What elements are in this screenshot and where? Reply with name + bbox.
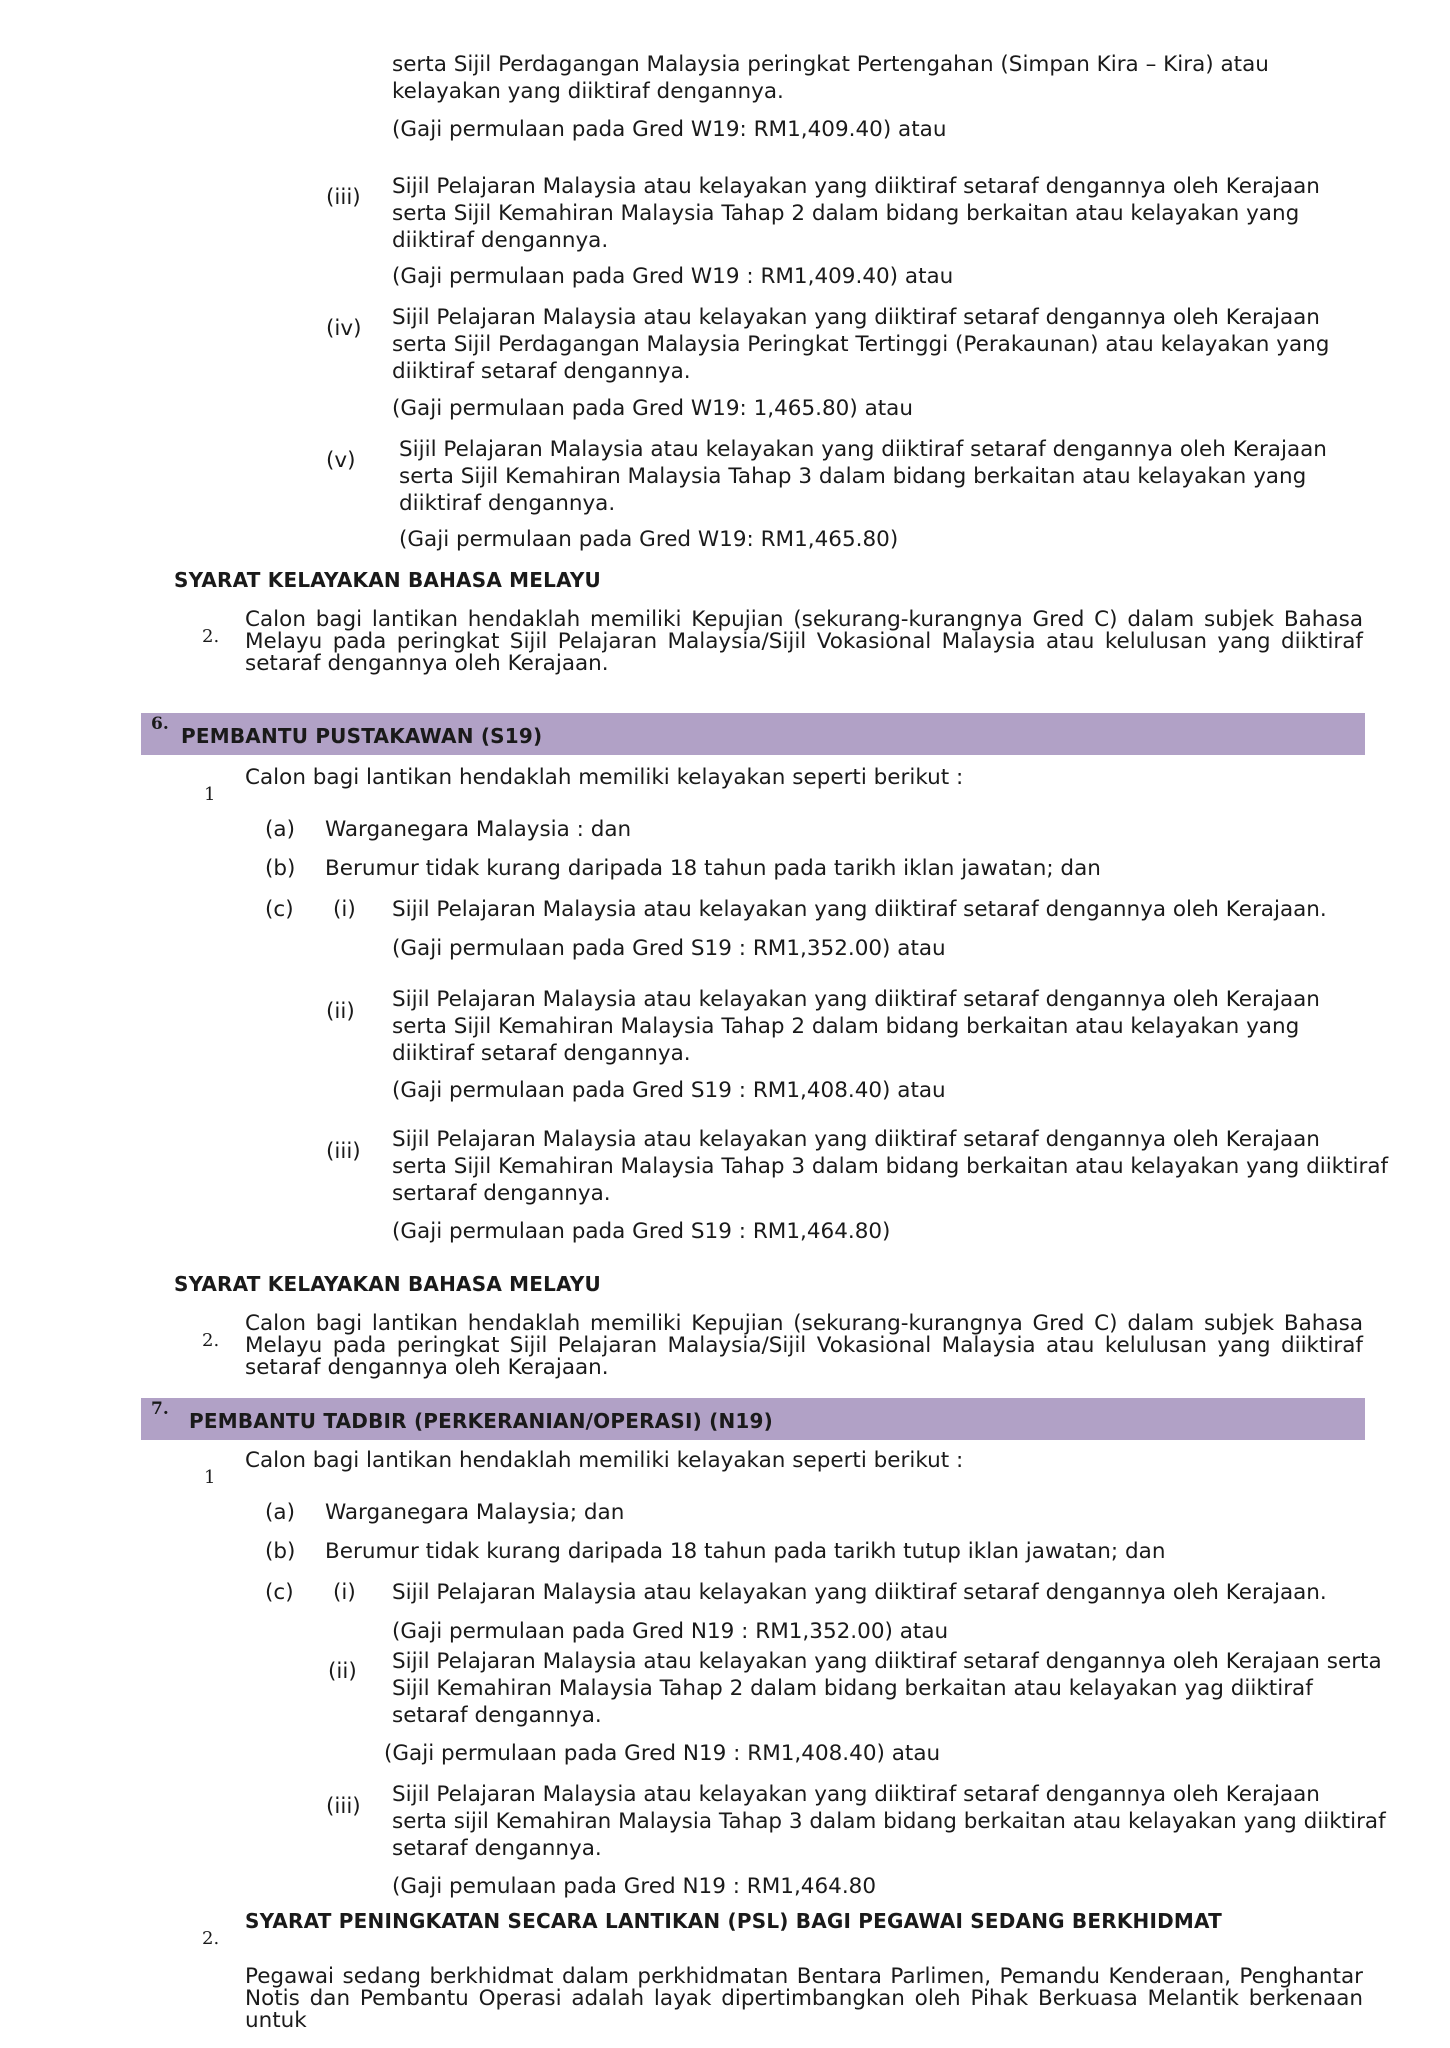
- text-line: kelayakan yang diiktiraf dengannya.: [392, 79, 784, 104]
- text-line: Sijil Pelajaran Malaysia atau kelayakan yang diiktiraf setaraf dengannya oleh Kerajaan: [392, 987, 1320, 1012]
- item-label-ii: (ii): [326, 999, 355, 1024]
- text-line: diiktiraf dengannya.: [399, 491, 616, 516]
- item-text: Warganegara Malaysia; dan: [325, 1500, 625, 1525]
- section-heading: SYARAT KELAYAKAN BAHASA MELAYU: [174, 1272, 601, 1296]
- item-label-iii: (iii): [326, 1139, 361, 1164]
- text-line: Sijil Kemahiran Malaysia Tahap 2 dalam bidang berkaitan atau kelayakan yag diiktiraf: [392, 1676, 1313, 1701]
- text-line: diiktiraf dengannya.: [392, 228, 609, 253]
- salary-line: (Gaji permulaan pada Gred W19 : RM1,409.40) atau: [392, 264, 954, 289]
- text-line: serta sijil Kemahiran Malaysia Tahap 3 dalam bidang berkaitan atau kelayakan yang diiktiraf: [392, 1809, 1386, 1834]
- section-title: PEMBANTU PUSTAKAWAN (S19): [181, 724, 543, 748]
- section-heading: SYARAT PENINGKATAN SECARA LANTIKAN (PSL) BAGI PEGAWAI SEDANG BERKHIDMAT: [245, 1909, 1222, 1933]
- salary-line: (Gaji permulaan pada Gred S19 : RM1,352.00) atau: [392, 936, 946, 961]
- item-text: Berumur tidak kurang daripada 18 tahun pada tarikh iklan jawatan; dan: [325, 856, 1101, 881]
- item-label-iv: (iv): [326, 316, 362, 341]
- item-label-v: (v): [326, 448, 356, 473]
- item-label-iii: (iii): [326, 185, 361, 210]
- text-line: sertaraf dengannya.: [392, 1181, 611, 1206]
- salary-line: (Gaji permulaan pada Gred S19 : RM1,464.80): [392, 1219, 891, 1244]
- text-line: serta Sijil Kemahiran Malaysia Tahap 3 dalam bidang berkaitan atau kelayakan yang: [399, 464, 1307, 489]
- item-label-a: (a): [265, 817, 295, 842]
- item-text: Berumur tidak kurang daripada 18 tahun pada tarikh tutup iklan jawatan; dan: [325, 1539, 1166, 1564]
- text-line: Sijil Pelajaran Malaysia atau kelayakan yang diiktiraf setaraf dengannya oleh Kerajaan: [392, 1127, 1320, 1152]
- text-line: serta Sijil Kemahiran Malaysia Tahap 2 dalam bidang berkaitan atau kelayakan yang: [392, 1014, 1300, 1039]
- text-line: setaraf dengannya.: [392, 1703, 602, 1728]
- item-label-iii: (iii): [326, 1794, 361, 1819]
- text-line: serta Sijil Perdagangan Malaysia Peringkat Tertinggi (Perakaunan) atau kelayakan yang: [392, 332, 1330, 357]
- text-line: serta Sijil Kemahiran Malaysia Tahap 2 dalam bidang berkaitan atau kelayakan yang: [392, 201, 1300, 226]
- text-line: serta Sijil Perdagangan Malaysia peringkat Pertengahan (Simpan Kira – Kira) atau: [392, 52, 1269, 77]
- item-label-b: (b): [265, 1539, 296, 1564]
- paragraph-text: Calon bagi lantikan hendaklah memiliki Kepujian (sekurang-kurangnya Gred C) dalam subjek Bahasa Melayu pada peringkat Sijil Pelajaran Malaysia/Sijil Vokasional Malaysia atau kelulusan yang diiktiraf setaraf dengannya oleh Kerajaan.: [245, 607, 1363, 676]
- section-header-band: [141, 1398, 1365, 1440]
- text-line: Sijil Pelajaran Malaysia atau kelayakan yang diiktiraf setaraf dengannya oleh Kerajaan: [392, 1782, 1320, 1807]
- paragraph-text: Calon bagi lantikan hendaklah memiliki Kepujian (sekurang-kurangnya Gred C) dalam subjek Bahasa Melayu pada peringkat Sijil Pelajaran Malaysia/Sijil Vokasional Malaysia atau kelulusan yang diiktiraf setaraf dengannya oleh Kerajaan.: [245, 1311, 1363, 1380]
- paragraph-number: 2.: [202, 1928, 220, 1949]
- text-line: Sijil Pelajaran Malaysia atau kelayakan yang diiktiraf setaraf dengannya oleh Kerajaan.: [392, 897, 1327, 922]
- intro-line: Calon bagi lantikan hendaklah memiliki kelayakan seperti berikut :: [245, 765, 964, 790]
- section-title: PEMBANTU TADBIR (PERKERANIAN/OPERASI) (N19): [189, 1409, 773, 1433]
- intro-line: Calon bagi lantikan hendaklah memiliki kelayakan seperti berikut :: [245, 1448, 964, 1473]
- text-line: setaraf dengannya.: [392, 1836, 602, 1861]
- item-label-i: (i): [333, 897, 356, 922]
- text-line: Sijil Pelajaran Malaysia atau kelayakan yang diiktiraf setaraf dengannya oleh Kerajaan: [392, 305, 1320, 330]
- section-number: 7.: [151, 1399, 169, 1419]
- salary-line: (Gaji permulaan pada Gred W19: 1,465.80) atau: [392, 396, 913, 421]
- paragraph-number: 1: [204, 784, 216, 805]
- text-line: diiktiraf setaraf dengannya.: [392, 1041, 691, 1066]
- text-line: Sijil Pelajaran Malaysia atau kelayakan yang diiktiraf setaraf dengannya oleh Kerajaan.: [392, 1580, 1327, 1605]
- item-label-b: (b): [265, 856, 296, 881]
- text-line: serta Sijil Kemahiran Malaysia Tahap 3 dalam bidang berkaitan atau kelayakan yang diiktiraf: [392, 1154, 1389, 1179]
- item-label-i: (i): [333, 1580, 356, 1605]
- salary-line: (Gaji permulaan pada Gred N19 : RM1,352.00) atau: [392, 1619, 949, 1644]
- salary-line: (Gaji permulaan pada Gred S19 : RM1,408.40) atau: [392, 1078, 946, 1103]
- paragraph-number: 1: [204, 1467, 216, 1488]
- salary-line: (Gaji permulaan pada Gred W19: RM1,409.40) atau: [392, 117, 947, 142]
- item-text: Warganegara Malaysia : dan: [325, 817, 632, 842]
- salary-line: (Gaji pemulaan pada Gred N19 : RM1,464.80: [392, 1874, 877, 1899]
- text-line: Sijil Pelajaran Malaysia atau kelayakan yang diiktiraf setaraf dengannya oleh Kerajaan: [392, 174, 1320, 199]
- paragraph-text: Pegawai sedang berkhidmat dalam perkhidmatan Bentara Parlimen, Pemandu Kenderaan, Penghantar Notis dan Pembantu Operasi adalah layak dipertimbangkan oleh Pihak Berkuasa Melantik berkenaan untuk: [245, 1964, 1363, 2033]
- paragraph-number: 2.: [202, 1330, 220, 1351]
- section-number: 6.: [151, 714, 169, 734]
- item-label-a: (a): [265, 1500, 295, 1525]
- text-line: Sijil Pelajaran Malaysia atau kelayakan yang diiktiraf setaraf dengannya oleh Kerajaan: [399, 437, 1327, 462]
- section-header-band: [141, 713, 1365, 755]
- paragraph-number: 2.: [202, 626, 220, 647]
- salary-line: (Gaji permulaan pada Gred N19 : RM1,408.40) atau: [384, 1741, 941, 1766]
- text-line: diiktiraf setaraf dengannya.: [392, 359, 691, 384]
- item-label-c: (c): [265, 1580, 294, 1605]
- item-label-c: (c): [265, 897, 294, 922]
- text-line: Sijil Pelajaran Malaysia atau kelayakan yang diiktiraf setaraf dengannya oleh Kerajaan serta: [392, 1649, 1382, 1674]
- item-label-ii: (ii): [328, 1659, 357, 1684]
- salary-line: (Gaji permulaan pada Gred W19: RM1,465.80): [399, 527, 899, 552]
- section-heading: SYARAT KELAYAKAN BAHASA MELAYU: [174, 568, 601, 592]
